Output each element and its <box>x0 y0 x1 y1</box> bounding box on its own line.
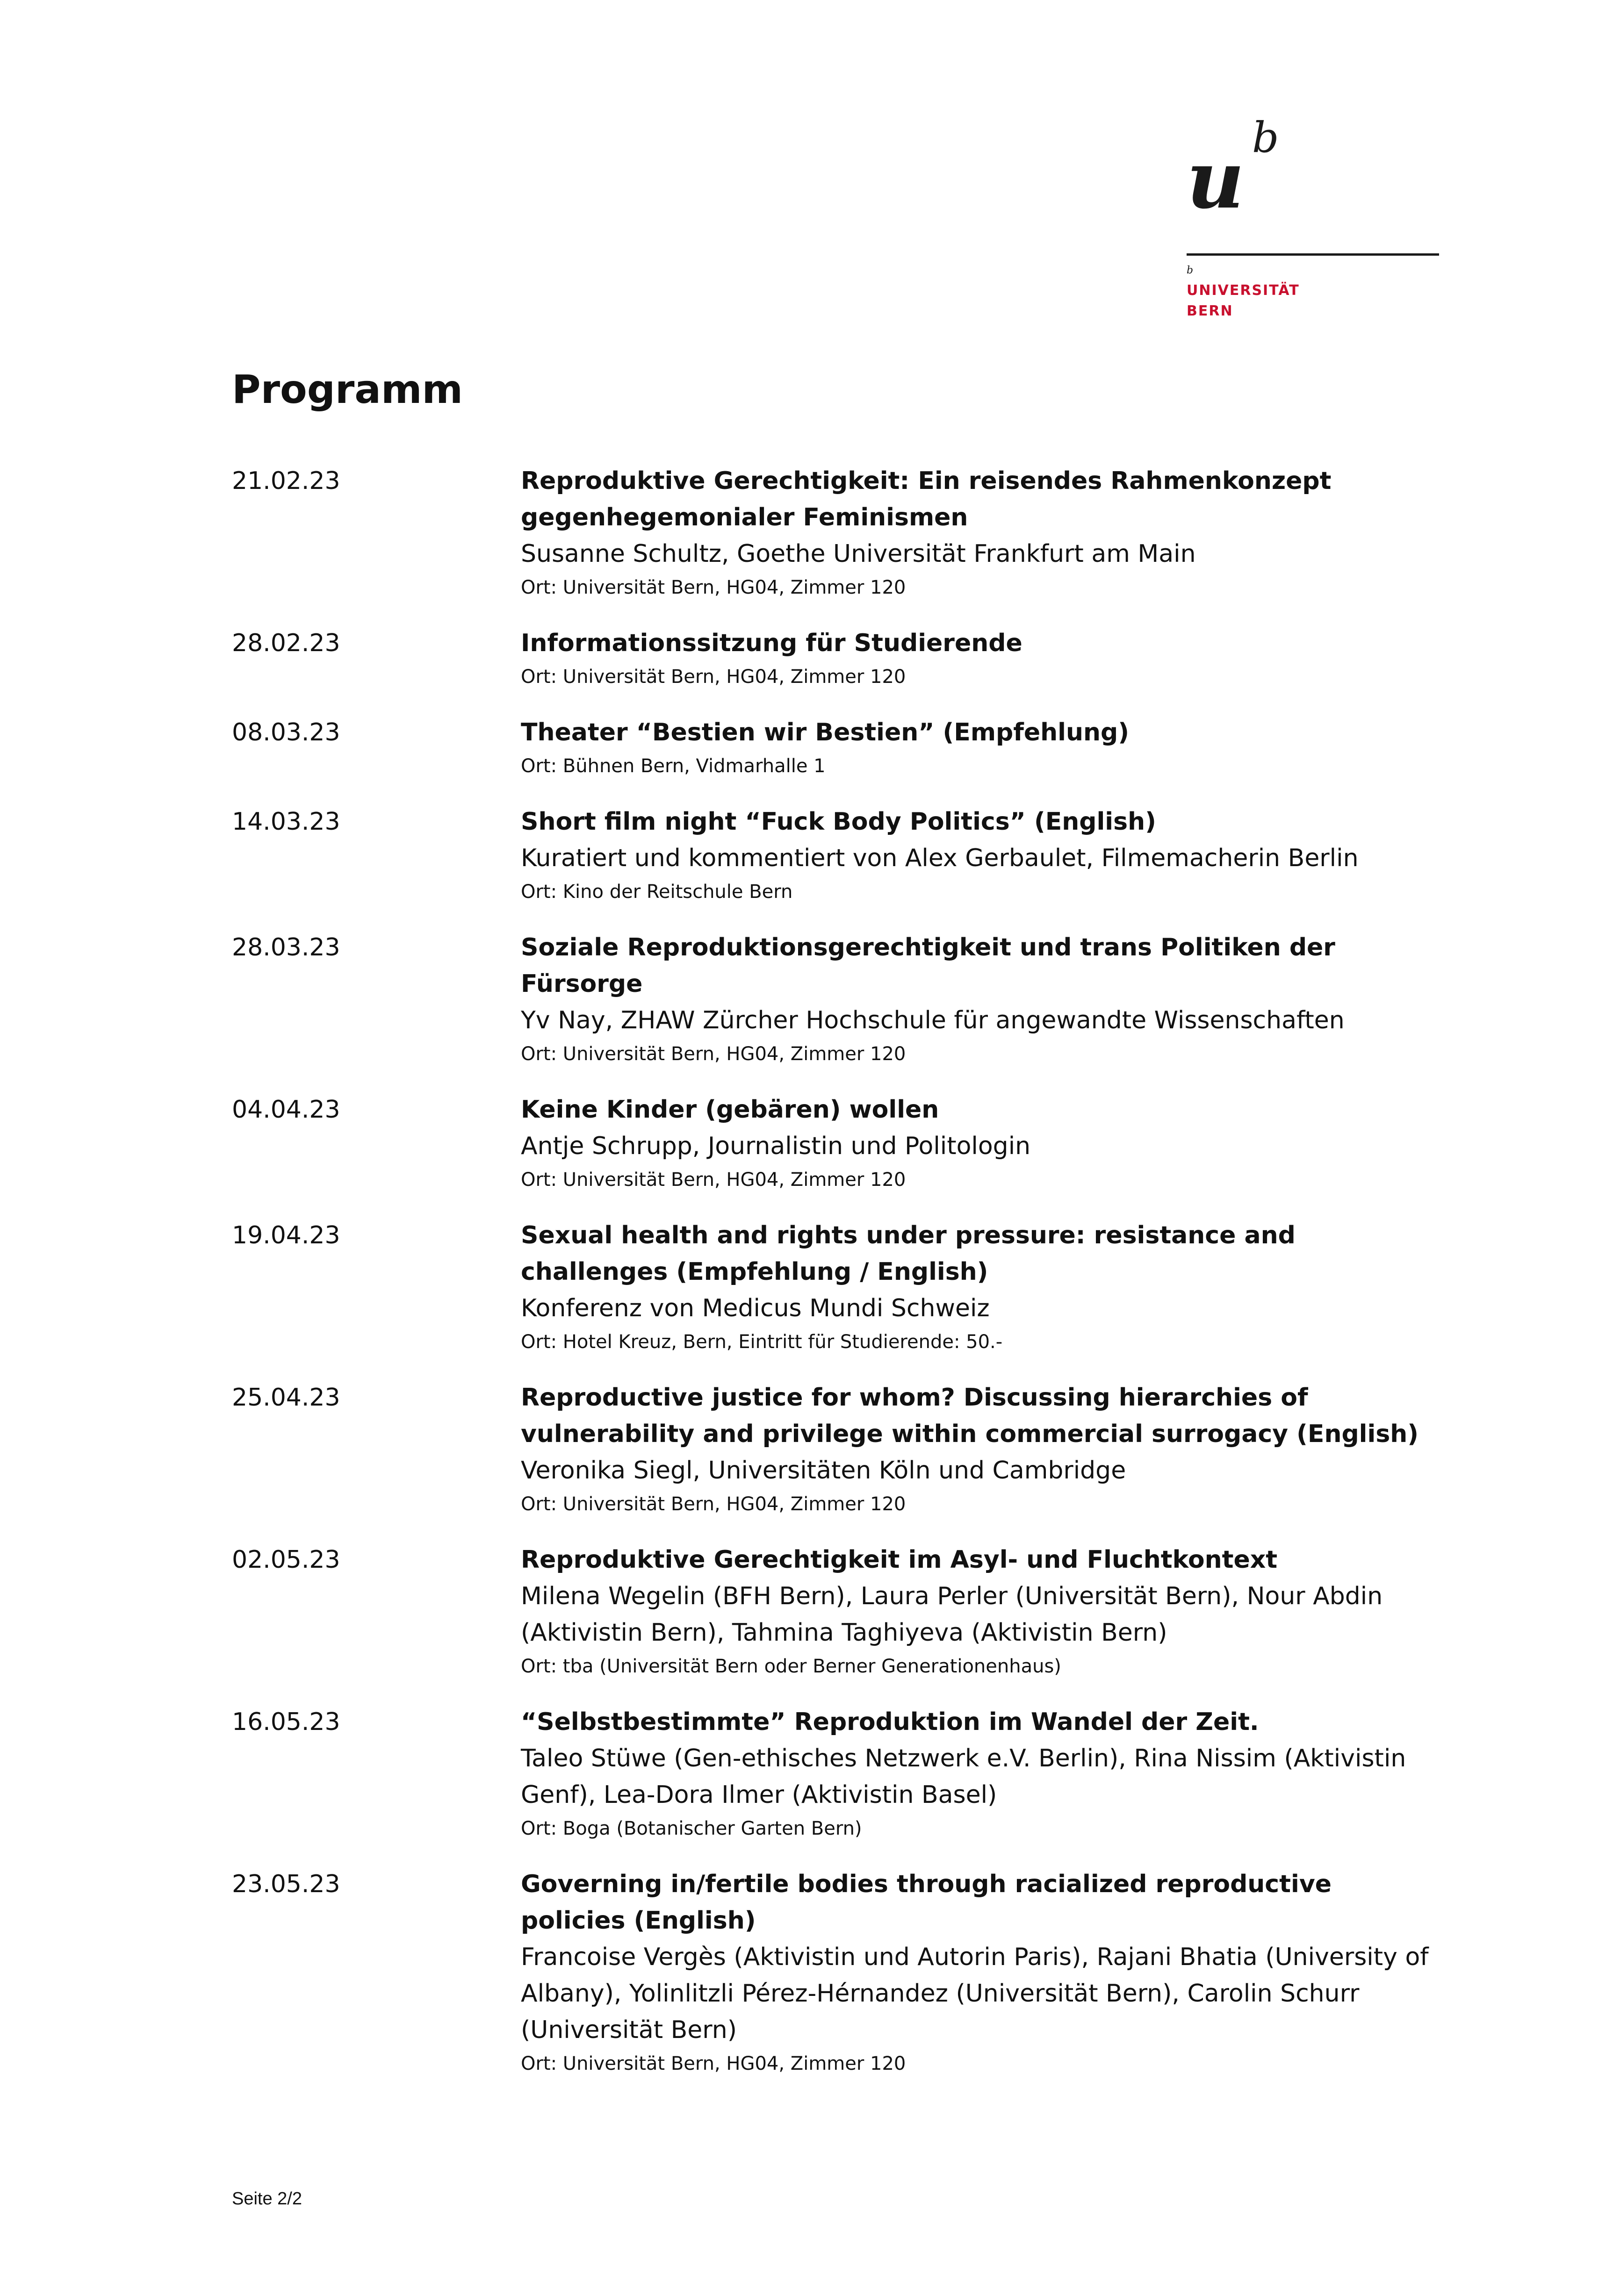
event-title: “Selbstbestimmte” Reproduktion im Wandel der Zeit. <box>521 1708 1259 1736</box>
event-speakers: Veronika Siegl, Universitäten Köln und Cambridge <box>521 1457 1126 1485</box>
event-speakers: Milena Wegelin (BFH Bern), Laura Perler (Universität Bern), Nour Abdin (Aktivistin Bern), Tahmina Taghiyeva (Aktivistin Bern) <box>521 1582 1383 1647</box>
event-location: Ort: Universität Bern, HG04, Zimmer 120 <box>521 1043 906 1065</box>
program-event <box>232 1866 1438 2079</box>
event-details <box>521 463 1438 603</box>
event-location: Ort: Bühnen Bern, Vidmarhalle 1 <box>521 755 826 777</box>
program-event <box>232 804 1438 907</box>
event-details <box>521 1866 1438 2079</box>
event-details <box>521 714 1438 782</box>
event-details <box>521 1379 1438 1520</box>
event-speakers: Susanne Schultz, Goethe Universität Frankfurt am Main <box>521 540 1196 568</box>
event-date: 28.03.23 <box>232 933 340 961</box>
event-details <box>521 1091 1438 1195</box>
logo-mark-u: u <box>1187 133 1245 227</box>
event-title: Reproductive justice for whom? Discussing hierarchies of vulnerability and privilege within commercial surrogacy (English) <box>521 1384 1419 1448</box>
event-speakers: Konferenz von Medicus Mundi Schweiz <box>521 1294 990 1322</box>
logo-small-b: b <box>1187 265 1194 276</box>
event-speakers: Kuratiert und kommentiert von Alex Gerbaulet, Filmemacherin Berlin <box>521 844 1359 872</box>
event-location: Ort: Universität Bern, HG04, Zimmer 120 <box>521 1169 906 1191</box>
event-title: Soziale Reproduktionsgerechtigkeit und trans Politiken der Fürsorge <box>521 933 1335 998</box>
program-event <box>232 463 1438 603</box>
event-title: Theater “Bestien wir Bestien” (Empfehlung) <box>521 718 1129 746</box>
event-date: 08.03.23 <box>232 718 340 746</box>
event-title: Sexual health and rights under pressure: resistance and challenges (Empfehlung / English) <box>521 1221 1296 1286</box>
event-date: 14.03.23 <box>232 808 340 836</box>
event-details <box>521 804 1438 907</box>
logo-wordmark <box>1187 280 1300 322</box>
program-event <box>232 1091 1438 1195</box>
event-date: 21.02.23 <box>232 467 340 495</box>
program-event <box>232 714 1438 782</box>
event-title: Governing in/fertile bodies through racialized reproductive policies (English) <box>521 1870 1332 1935</box>
event-details <box>521 1704 1438 1844</box>
event-title: Short film night “Fuck Body Politics” (English) <box>521 808 1156 836</box>
event-date: 19.04.23 <box>232 1221 340 1249</box>
event-details <box>521 1542 1438 1682</box>
event-details <box>521 929 1438 1069</box>
program-event <box>232 1379 1438 1520</box>
event-title: Reproduktive Gerechtigkeit im Asyl- und Fluchtkontext <box>521 1546 1278 1574</box>
event-date: 28.02.23 <box>232 629 340 657</box>
event-date: 04.04.23 <box>232 1096 340 1124</box>
event-title: Keine Kinder (gebären) wollen <box>521 1096 939 1124</box>
event-speakers: Taleo Stüwe (Gen-ethisches Netzwerk e.V. Berlin), Rina Nissim (Aktivistin Genf), Lea-Dora Ilmer (Aktivistin Basel) <box>521 1744 1406 1809</box>
event-date: 02.05.23 <box>232 1546 340 1574</box>
event-location: Ort: Hotel Kreuz, Bern, Eintritt für Studierende: 50.- <box>521 1331 1003 1353</box>
event-title: Reproduktive Gerechtigkeit: Ein reisendes Rahmenkonzept gegenhegemonialer Feminismen <box>521 467 1332 531</box>
program-event <box>232 1217 1438 1357</box>
program-event <box>232 929 1438 1069</box>
page-title: Programm <box>232 366 463 412</box>
event-location: Ort: Kino der Reitschule Bern <box>521 881 793 903</box>
university-logo <box>1187 113 1439 323</box>
event-speakers: Antje Schrupp, Journalistin und Politologin <box>521 1132 1031 1160</box>
event-speakers: Francoise Vergès (Aktivistin und Autorin Paris), Rajani Bhatia (University of Albany), Yolinlitzli Pérez-Hérnandez (Universität Bern), Carolin Schurr (Universität Bern) <box>521 1943 1429 2044</box>
logo-divider <box>1187 253 1439 256</box>
event-location: Ort: Boga (Botanischer Garten Bern) <box>521 1818 862 1839</box>
logo-wordmark-line2: BERN <box>1187 303 1233 319</box>
program-event <box>232 625 1438 692</box>
event-location: Ort: Universität Bern, HG04, Zimmer 120 <box>521 666 906 688</box>
event-location: Ort: Universität Bern, HG04, Zimmer 120 <box>521 2053 906 2074</box>
event-details <box>521 625 1438 692</box>
logo-mark-b: b <box>1252 113 1279 162</box>
event-location: Ort: tba (Universität Bern oder Berner Generationenhaus) <box>521 1656 1061 1677</box>
event-location: Ort: Universität Bern, HG04, Zimmer 120 <box>521 577 906 598</box>
page-number: Seite 2/2 <box>232 2189 302 2209</box>
program-event <box>232 1704 1438 1844</box>
event-date: 16.05.23 <box>232 1708 340 1736</box>
event-date: 23.05.23 <box>232 1870 340 1898</box>
program-event <box>232 1542 1438 1682</box>
event-title: Informationssitzung für Studierende <box>521 629 1022 657</box>
event-speakers: Yv Nay, ZHAW Zürcher Hochschule für angewandte Wissenschaften <box>521 1006 1345 1034</box>
event-location: Ort: Universität Bern, HG04, Zimmer 120 <box>521 1493 906 1515</box>
event-date: 25.04.23 <box>232 1384 340 1412</box>
event-details <box>521 1217 1438 1357</box>
program-list <box>232 463 1438 2101</box>
logo-mark <box>1187 113 1303 227</box>
logo-wordmark-line1: UNIVERSITÄT <box>1187 282 1300 299</box>
